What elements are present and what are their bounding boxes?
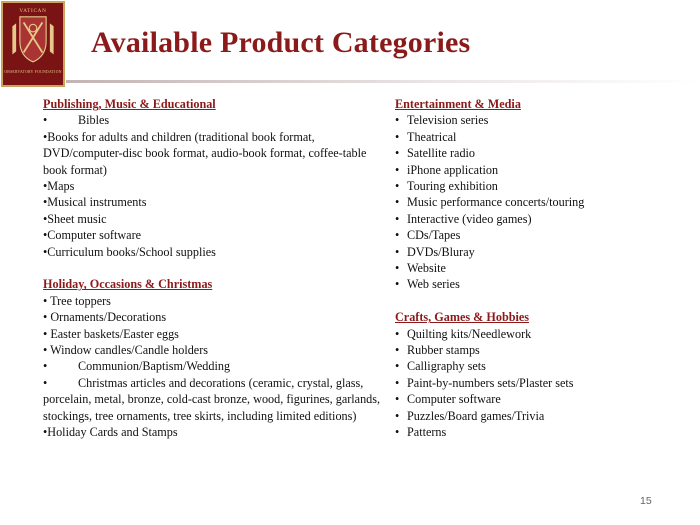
bullet: •	[43, 359, 48, 374]
bullet: •	[395, 162, 400, 177]
page-number: 15	[640, 495, 652, 507]
bullet: •	[395, 326, 400, 341]
bullet: •	[43, 244, 48, 259]
list-item: • DVDs/Bluray	[395, 244, 475, 259]
bullet: •	[395, 392, 400, 407]
list-item: • Touring exhibition	[395, 179, 498, 194]
bullet: •	[395, 408, 400, 423]
bullet: •	[395, 359, 400, 374]
list-item: • Calligraphy sets	[395, 359, 486, 374]
logo-bottom-text: OBSERVATORY FOUNDATION	[4, 70, 62, 75]
list-item: • Web series	[395, 277, 460, 292]
bullet: •	[395, 228, 400, 243]
logo	[1, 1, 65, 87]
section-heading-holiday: Holiday, Occasions & Christmas	[43, 277, 213, 292]
list-item: •Curriculum books/School supplies	[43, 244, 216, 259]
bullet: •	[395, 261, 400, 276]
list-item: • Puzzles/Board games/Trivia	[395, 408, 545, 423]
list-item: • Window candles/Candle holders	[43, 343, 209, 358]
list-item: • CDs/Tapes	[395, 228, 461, 243]
list-item: •Maps	[43, 179, 75, 194]
bullet: •	[395, 195, 400, 210]
section-heading-entertainment: Entertainment & Media	[395, 97, 521, 111]
bullet: •	[43, 211, 48, 226]
page-title: Available Product Categories	[91, 26, 471, 59]
list-item: • Paint-by-numbers sets/Plaster sets	[395, 375, 574, 390]
bullet: •	[43, 228, 48, 243]
bullet: •	[395, 146, 400, 161]
list-item: • Music performance concerts/touring	[395, 195, 585, 210]
bullet: •	[395, 425, 400, 440]
bullet: •	[395, 179, 400, 194]
bullet: •	[43, 326, 48, 341]
list-item: • Theatrical	[395, 129, 457, 144]
list-item: • Quilting kits/Needlework	[395, 326, 532, 341]
bullet: •	[395, 343, 400, 358]
bullet: •	[43, 179, 48, 194]
bullet: •	[395, 375, 400, 390]
list-item: • iPhone application	[395, 162, 499, 177]
bullet: •	[395, 211, 400, 226]
bullet: •	[43, 293, 48, 308]
bullet: •	[395, 244, 400, 259]
list-item: • Rubber stamps	[395, 343, 480, 358]
bullet: •	[43, 129, 48, 144]
list-item: • Television series	[395, 113, 489, 128]
list-item: • Communion/Baptism/Wedding	[43, 359, 231, 374]
right-column	[395, 96, 685, 441]
left-column	[43, 96, 385, 441]
list-item: • Tree toppers	[43, 293, 111, 308]
title-divider	[66, 80, 700, 83]
list-item: •Holiday Cards and Stamps	[43, 425, 178, 440]
bullet: •	[395, 277, 400, 292]
list-item: •Computer software	[43, 228, 142, 243]
logo-top-text: VATICAN	[19, 8, 47, 15]
list-item: • Interactive (video games)	[395, 211, 532, 226]
list-item: • Easter baskets/Easter eggs	[43, 326, 179, 341]
list-item: • Ornaments/Decorations	[43, 310, 167, 325]
list-item: • Satellite radio	[395, 146, 476, 161]
bullet: •	[43, 113, 48, 128]
section-heading-publishing: Publishing, Music & Educational	[43, 97, 216, 111]
section-heading-crafts: Crafts, Games & Hobbies	[395, 310, 530, 325]
list-item: • Bibles	[43, 113, 110, 128]
list-item: • Computer software	[395, 392, 501, 407]
bullet: •	[43, 343, 48, 358]
crossed-keys-crest-icon	[3, 3, 63, 85]
bullet: •	[395, 113, 400, 128]
bullet: •	[43, 310, 48, 325]
list-item: •Sheet music	[43, 211, 107, 226]
bullet: •	[395, 129, 400, 144]
list-item: • Christmas articles and decorations (ceramic, crystal, glass, porcelain, metal, bronze, cold-cast bronze, wood, figurines, garlands, stockings, tree ornaments, tree skirts, including limited editions)	[43, 375, 381, 423]
bullet: •	[43, 425, 48, 440]
list-item: •Musical instruments	[43, 195, 147, 210]
list-item: • Website	[395, 261, 446, 276]
bullet: •	[43, 375, 48, 390]
list-item: •Books for adults and children (traditional book format, DVD/computer-disc book format, audio-book format, coffee-table book format)	[43, 129, 367, 177]
list-item: • Patterns	[395, 425, 447, 440]
bullet: •	[43, 195, 48, 210]
